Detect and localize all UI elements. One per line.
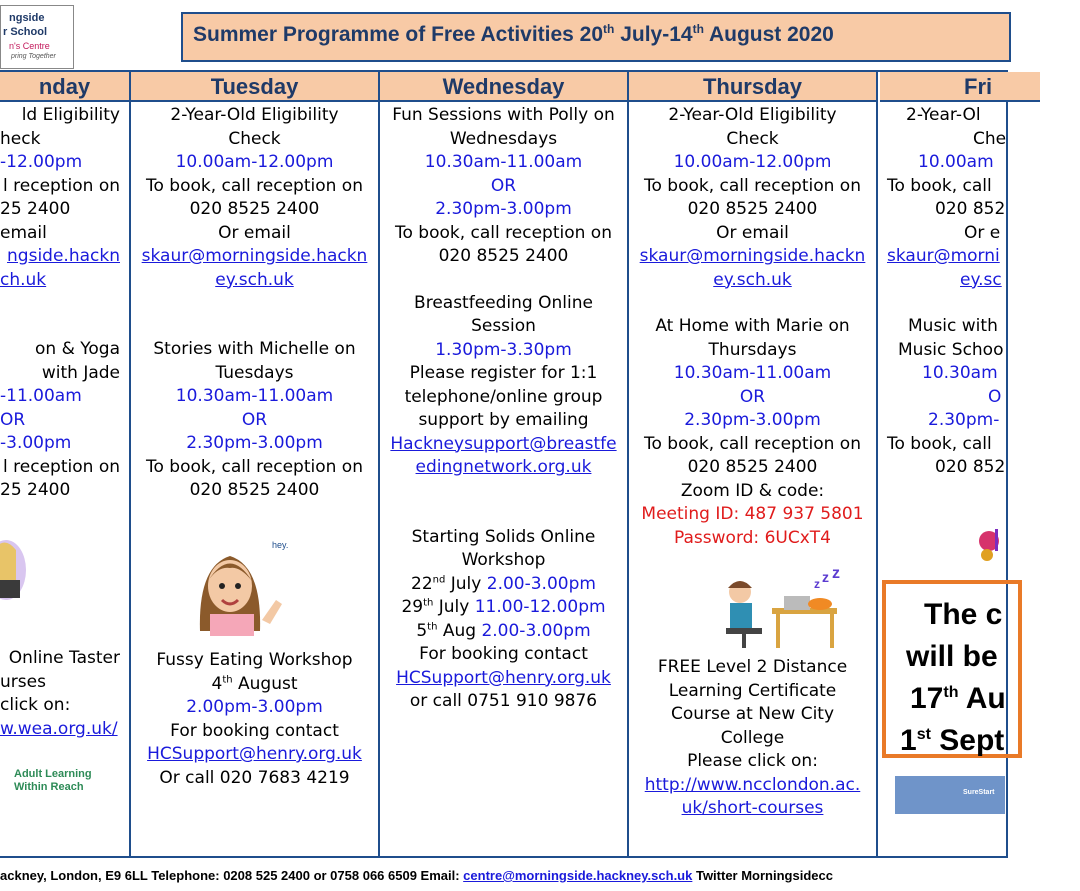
text-line: Check — [726, 128, 779, 149]
meeting-id-text: Meeting ID: 487 937 5801 — [641, 504, 864, 524]
adult-learning-logo: Adult Learning Within Reach — [14, 768, 92, 793]
email-link[interactable]: skaur@morningside.hackn — [141, 246, 368, 266]
or-text: OR — [241, 409, 268, 430]
text-line: Fussy Eating Workshop — [156, 650, 353, 670]
friday-cell — [880, 104, 1080, 480]
text-line: on & Yoga — [35, 339, 120, 359]
text-line: Workshop — [461, 550, 546, 570]
date-text: 4th August — [211, 673, 298, 694]
text-line: Starting Solids Online — [411, 526, 596, 547]
logo-text-4: pring Together — [11, 53, 56, 60]
text-line: 2-Year-Old Eligibility — [170, 105, 339, 125]
footer-email-link[interactable]: centre@morningside.hackney.sch.uk — [463, 868, 693, 883]
time-text: 10.00am-12.00pm — [175, 152, 334, 172]
phone-text: 020 852 — [935, 199, 1006, 219]
text-line: Stories with Michelle on — [153, 339, 356, 359]
ncc-link[interactable]: uk/short-courses — [681, 798, 824, 818]
svg-text:z: z — [832, 565, 840, 582]
phone-text: 020 8525 2400 — [189, 199, 320, 219]
time-text: 10.00am-12.00pm — [673, 152, 832, 172]
text-line: Che — [973, 128, 1007, 149]
time-text: 2.30pm-3.00pm — [684, 410, 821, 430]
text-line: heck — [0, 128, 41, 149]
time-text: 2.00pm-3.00pm — [186, 697, 323, 717]
text-line: Fun Sessions with Polly on — [392, 105, 615, 125]
email-link[interactable]: ey.sch.uk — [713, 269, 792, 290]
email-link[interactable]: ngside.hackn — [7, 246, 120, 266]
text-line: For booking contact — [419, 644, 588, 664]
text-line: Thursdays — [708, 339, 797, 360]
henry-email-link[interactable]: HCSupport@henry.org.uk — [147, 744, 362, 764]
phone-text: or call 0751 910 9876 — [409, 691, 598, 711]
day-header-wednesday: Wednesday — [380, 72, 627, 102]
tuesday-fussy-cell — [131, 649, 378, 790]
time-text: 2.30pm-3.00pm — [186, 433, 323, 453]
or-text: OR — [0, 409, 26, 430]
text-line: ld Eligibility — [21, 105, 120, 125]
time-text: 10.30am-11.00am — [424, 152, 583, 172]
hey-text: hey. — [272, 540, 289, 550]
text-line: To book, call reception on — [644, 433, 861, 454]
email-link[interactable]: ey.sc — [960, 269, 1002, 290]
or-text: OR — [739, 386, 766, 407]
time-text: -12.00pm — [0, 152, 83, 172]
monday-wea-cell — [0, 647, 120, 741]
phone-text: 020 852 — [935, 457, 1006, 477]
text-line: email — [0, 222, 47, 243]
email-link[interactable]: skaur@morningside.hackn — [639, 246, 866, 266]
text-line: At Home with Marie on — [655, 316, 850, 336]
text-line: Breastfeeding Online — [414, 292, 593, 313]
phone-text: Or call 020 7683 4219 — [159, 767, 350, 788]
time-text: 10.00am — [918, 152, 994, 172]
time-text: -11.00am — [0, 386, 82, 406]
logo-text-2: r School — [3, 26, 48, 38]
time-text: 10.30am — [922, 363, 998, 383]
tuesday-cell — [131, 104, 378, 503]
text-line: To book, call reception on — [146, 456, 363, 477]
page-title: Summer Programme of Free Activities 20th July-14th August 2020 — [193, 22, 834, 46]
text-line: Or email — [716, 222, 789, 243]
time-text: -3.00pm — [0, 433, 72, 453]
text-line: Or email — [218, 222, 291, 243]
text-line: Session — [471, 316, 536, 336]
text-line: support by emailing — [418, 410, 589, 430]
text-line: Wednesdays — [449, 128, 558, 149]
michelle-avatar-illustration — [190, 536, 300, 636]
breastfeeding-email-link[interactable]: Hackneysupport@breastfe — [390, 433, 617, 454]
svg-text:z: z — [814, 577, 820, 591]
text-line: To book, call — [887, 433, 992, 454]
home-working-illustration — [722, 565, 842, 650]
text-line: Check — [228, 128, 281, 149]
text-line: To book, call reception on — [644, 175, 861, 196]
text-line: Learning Certificate — [668, 680, 837, 701]
text-line: Music with — [908, 316, 998, 336]
or-text: O — [988, 386, 1002, 407]
password-text: Password: 6UCxT4 — [674, 527, 831, 548]
text-line: Or e — [964, 222, 1001, 243]
session-date: 22nd July 2.00-3.00pm — [411, 573, 596, 594]
logo-text-3: n's Centre — [9, 41, 50, 51]
text-line: 2-Year-Old Eligibility — [668, 105, 837, 125]
monday-cell — [0, 104, 130, 503]
text-line: Course at New City — [670, 704, 835, 724]
phone-text: 020 8525 2400 — [687, 457, 818, 477]
school-logo — [0, 5, 74, 69]
time-text: 10.30am-11.00am — [175, 386, 334, 406]
text-line: For booking contact — [170, 720, 339, 741]
wednesday-cell — [380, 104, 627, 714]
text-line: College — [720, 727, 785, 748]
text-line: l reception on — [3, 175, 120, 196]
email-link[interactable]: ey.sch.uk — [215, 269, 294, 290]
text-line: To book, call reception on — [395, 222, 612, 243]
time-text: 2.30pm-3.00pm — [435, 199, 572, 219]
time-text: 2.30pm- — [928, 410, 1000, 430]
or-text: OR — [490, 175, 517, 196]
phone-text: 25 2400 — [0, 480, 71, 500]
notice-line: will be — [906, 640, 998, 673]
time-text: 10.30am-11.00am — [673, 363, 832, 383]
closure-notice — [882, 580, 1022, 758]
email-link[interactable]: ch.uk — [0, 269, 47, 290]
session-date: 5th Aug 2.00-3.00pm — [416, 620, 591, 641]
henry-email-link[interactable]: HCSupport@henry.org.uk — [396, 667, 611, 688]
day-header-thursday: Thursday — [629, 72, 876, 102]
email-link[interactable]: skaur@morni — [887, 246, 1000, 266]
ncc-link[interactable]: http://www.ncclondon.ac. — [644, 774, 861, 795]
phone-text: 25 2400 — [0, 199, 71, 219]
svg-text:z: z — [822, 569, 829, 585]
breastfeeding-email-link[interactable]: edingnetwork.org.uk — [415, 457, 592, 477]
yoga-illustration — [0, 520, 30, 600]
text-line: Music Schoo — [898, 339, 1004, 360]
text-line: with Jade — [41, 362, 120, 383]
surestart-banner: SureStart — [895, 776, 1005, 814]
music-note-icon — [975, 525, 1000, 565]
text-line: Please click on: — [687, 751, 818, 771]
phone-text: 020 8525 2400 — [687, 199, 818, 219]
contact-footer: ackney, London, E9 6LL Telephone: 0208 525 2400 or 0758 066 6509 Email: centre@morningside.hackney.sch.uk Twitter Morningsidecc — [0, 868, 833, 883]
phone-text: 020 8525 2400 — [438, 246, 569, 266]
day-header-monday: nday — [0, 72, 129, 102]
text-line: To book, call — [887, 175, 992, 196]
day-header-friday: Fri — [880, 72, 1040, 102]
notice-line: 17th Au — [910, 682, 1006, 715]
day-header-tuesday: Tuesday — [131, 72, 378, 102]
text-line: Please register for 1:1 — [409, 363, 598, 383]
phone-text: 020 8525 2400 — [189, 480, 320, 500]
notice-line: The c — [924, 598, 1003, 631]
thursday-college-cell — [629, 656, 876, 821]
time-text: 1.30pm-3.30pm — [435, 339, 572, 360]
text-line: Online Taster — [8, 648, 120, 668]
text-line: 2-Year-Ol — [906, 105, 981, 125]
session-date: 29th July 11.00-12.00pm — [401, 597, 606, 617]
text-line: To book, call reception on — [146, 175, 363, 196]
title-banner — [181, 12, 1011, 62]
text-line: FREE Level 2 Distance — [657, 657, 848, 677]
logo-text-1: ngside — [9, 12, 45, 24]
text-line: Tuesdays — [215, 362, 294, 383]
text-line: urses — [0, 671, 46, 692]
thursday-cell — [629, 104, 876, 550]
text-line: telephone/online group — [404, 386, 603, 407]
wea-link[interactable]: w.wea.org.uk/ — [0, 718, 118, 739]
text-line: l reception on — [3, 456, 120, 477]
text-line: click on: — [0, 695, 71, 715]
notice-line: 1st Sept — [900, 724, 1005, 757]
text-line: Zoom ID & code: — [680, 480, 825, 501]
